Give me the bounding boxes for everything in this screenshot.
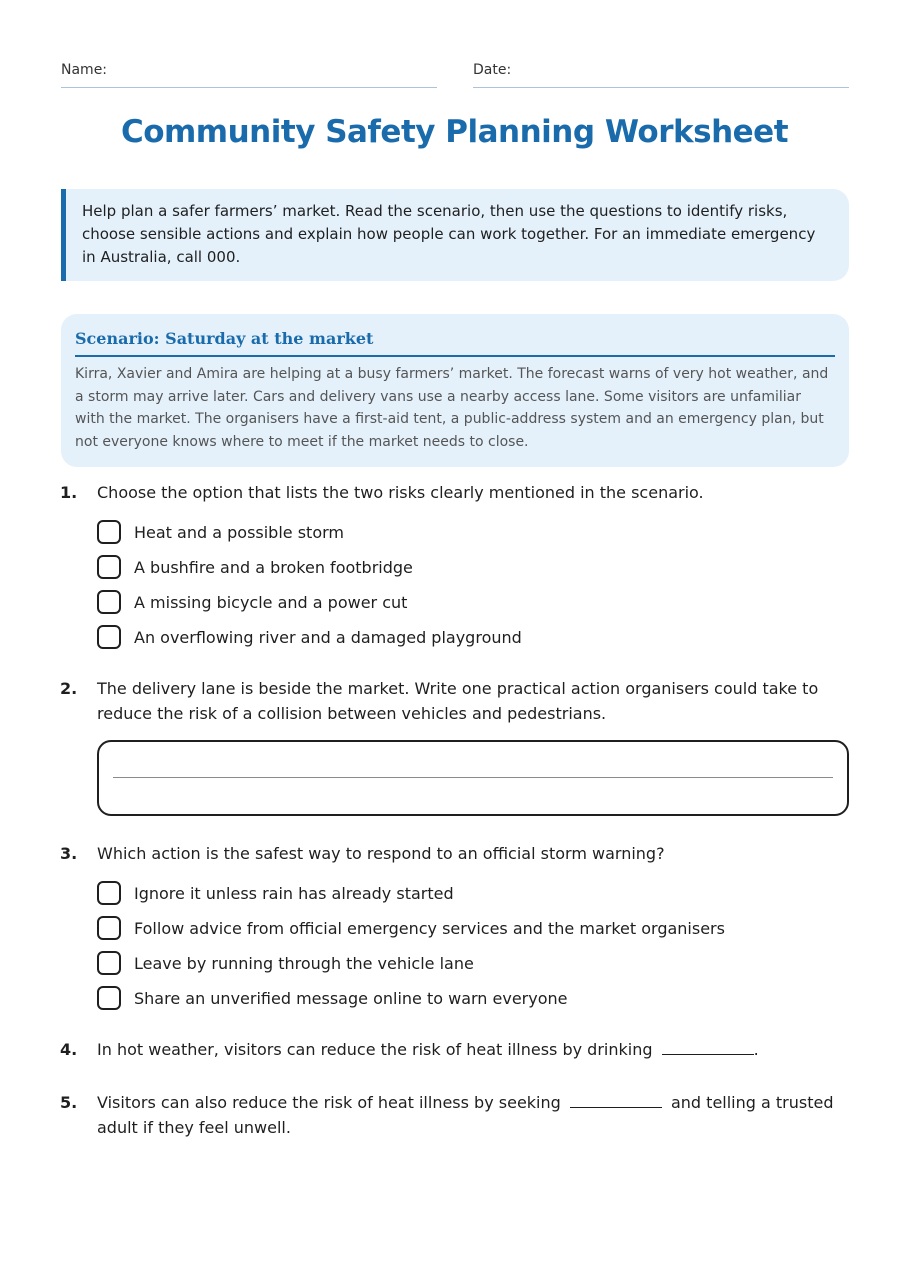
- question-4-text-before: In hot weather, visitors can reduce the risk of heat illness by drinking: [97, 1040, 653, 1059]
- question-1-option-4[interactable]: [97, 624, 522, 650]
- question-3-option-1[interactable]: [97, 880, 454, 906]
- question-4-blank[interactable]: [662, 1040, 754, 1055]
- question-3-number: 3.: [60, 844, 78, 863]
- question-5-number: 5.: [60, 1093, 78, 1112]
- checkbox[interactable]: [97, 951, 121, 975]
- scenario-heading: Scenario: Saturday at the market: [75, 329, 835, 357]
- option-label: A missing bicycle and a power cut: [134, 592, 408, 612]
- name-label: Name:: [61, 62, 108, 78]
- intro-panel: [61, 189, 849, 281]
- question-1-text: Choose the option that lists the two risks clearly mentioned in the scenario.: [97, 483, 704, 502]
- answer-line: [113, 777, 833, 778]
- checkbox[interactable]: [97, 520, 121, 544]
- question-3-text: Which action is the safest way to respond to an official storm warning?: [97, 844, 665, 863]
- checkbox[interactable]: [97, 881, 121, 905]
- question-1-option-3[interactable]: [97, 589, 407, 615]
- question-4-text-after: .: [753, 1040, 759, 1059]
- checkbox[interactable]: [97, 625, 121, 649]
- question-3-option-2[interactable]: [97, 915, 725, 941]
- question-1-number: 1.: [60, 483, 78, 502]
- checkbox[interactable]: [97, 986, 121, 1010]
- checkbox[interactable]: [97, 555, 121, 579]
- intro-text: Help plan a safer farmers’ market. Read the scenario, then use the questions to identify risks, choose sensible actions and explain how people can work together. For an immediate emergency in Australia, call 000.: [82, 202, 816, 266]
- question-5-text: [97, 1091, 849, 1140]
- question-3-option-3[interactable]: [97, 950, 474, 976]
- option-label: Heat and a possible storm: [134, 522, 344, 542]
- option-label: Leave by running through the vehicle lane: [134, 953, 474, 973]
- question-5-blank[interactable]: [570, 1093, 662, 1108]
- question-1-option-2[interactable]: [97, 554, 413, 580]
- question-2-answer-box[interactable]: [97, 740, 849, 816]
- date-label: Date:: [473, 62, 512, 78]
- question-3-option-4[interactable]: [97, 985, 568, 1011]
- name-field[interactable]: [61, 87, 437, 88]
- option-label: An overflowing river and a damaged playground: [134, 627, 522, 647]
- date-field[interactable]: [473, 87, 849, 88]
- option-label: Share an unverified message online to warn everyone: [134, 988, 568, 1008]
- scenario-text: Kirra, Xavier and Amira are helping at a busy farmers’ market. The forecast warns of very hot weather, and a storm may arrive later. Cars and delivery vans use a nearby access lane. Some visitors are unfamiliar with the market. The organisers have a first-aid tent, a public-address system and an emergency plan, but not everyone knows where to meet if the market needs to close.: [75, 366, 829, 450]
- scenario-panel: [61, 314, 849, 467]
- page-title: Community Safety Planning Worksheet: [120, 114, 789, 150]
- checkbox[interactable]: [97, 916, 121, 940]
- question-4-number: 4.: [60, 1040, 78, 1059]
- checkbox[interactable]: [97, 590, 121, 614]
- option-label: Ignore it unless rain has already started: [134, 883, 454, 903]
- option-label: A bushfire and a broken footbridge: [134, 557, 413, 577]
- question-1-option-1[interactable]: [97, 519, 344, 545]
- question-2-number: 2.: [60, 679, 78, 698]
- question-5-text-before: Visitors can also reduce the risk of heat illness by seeking: [97, 1093, 561, 1112]
- question-2-text: The delivery lane is beside the market. Write one practical action organisers could take to reduce the risk of a collision between vehicles and pedestrians.: [97, 679, 819, 723]
- question-4-text: [97, 1038, 849, 1063]
- option-label: Follow advice from official emergency services and the market organisers: [134, 918, 725, 938]
- question-5-text-after: and telling a trusted adult if they feel unwell.: [97, 1093, 834, 1137]
